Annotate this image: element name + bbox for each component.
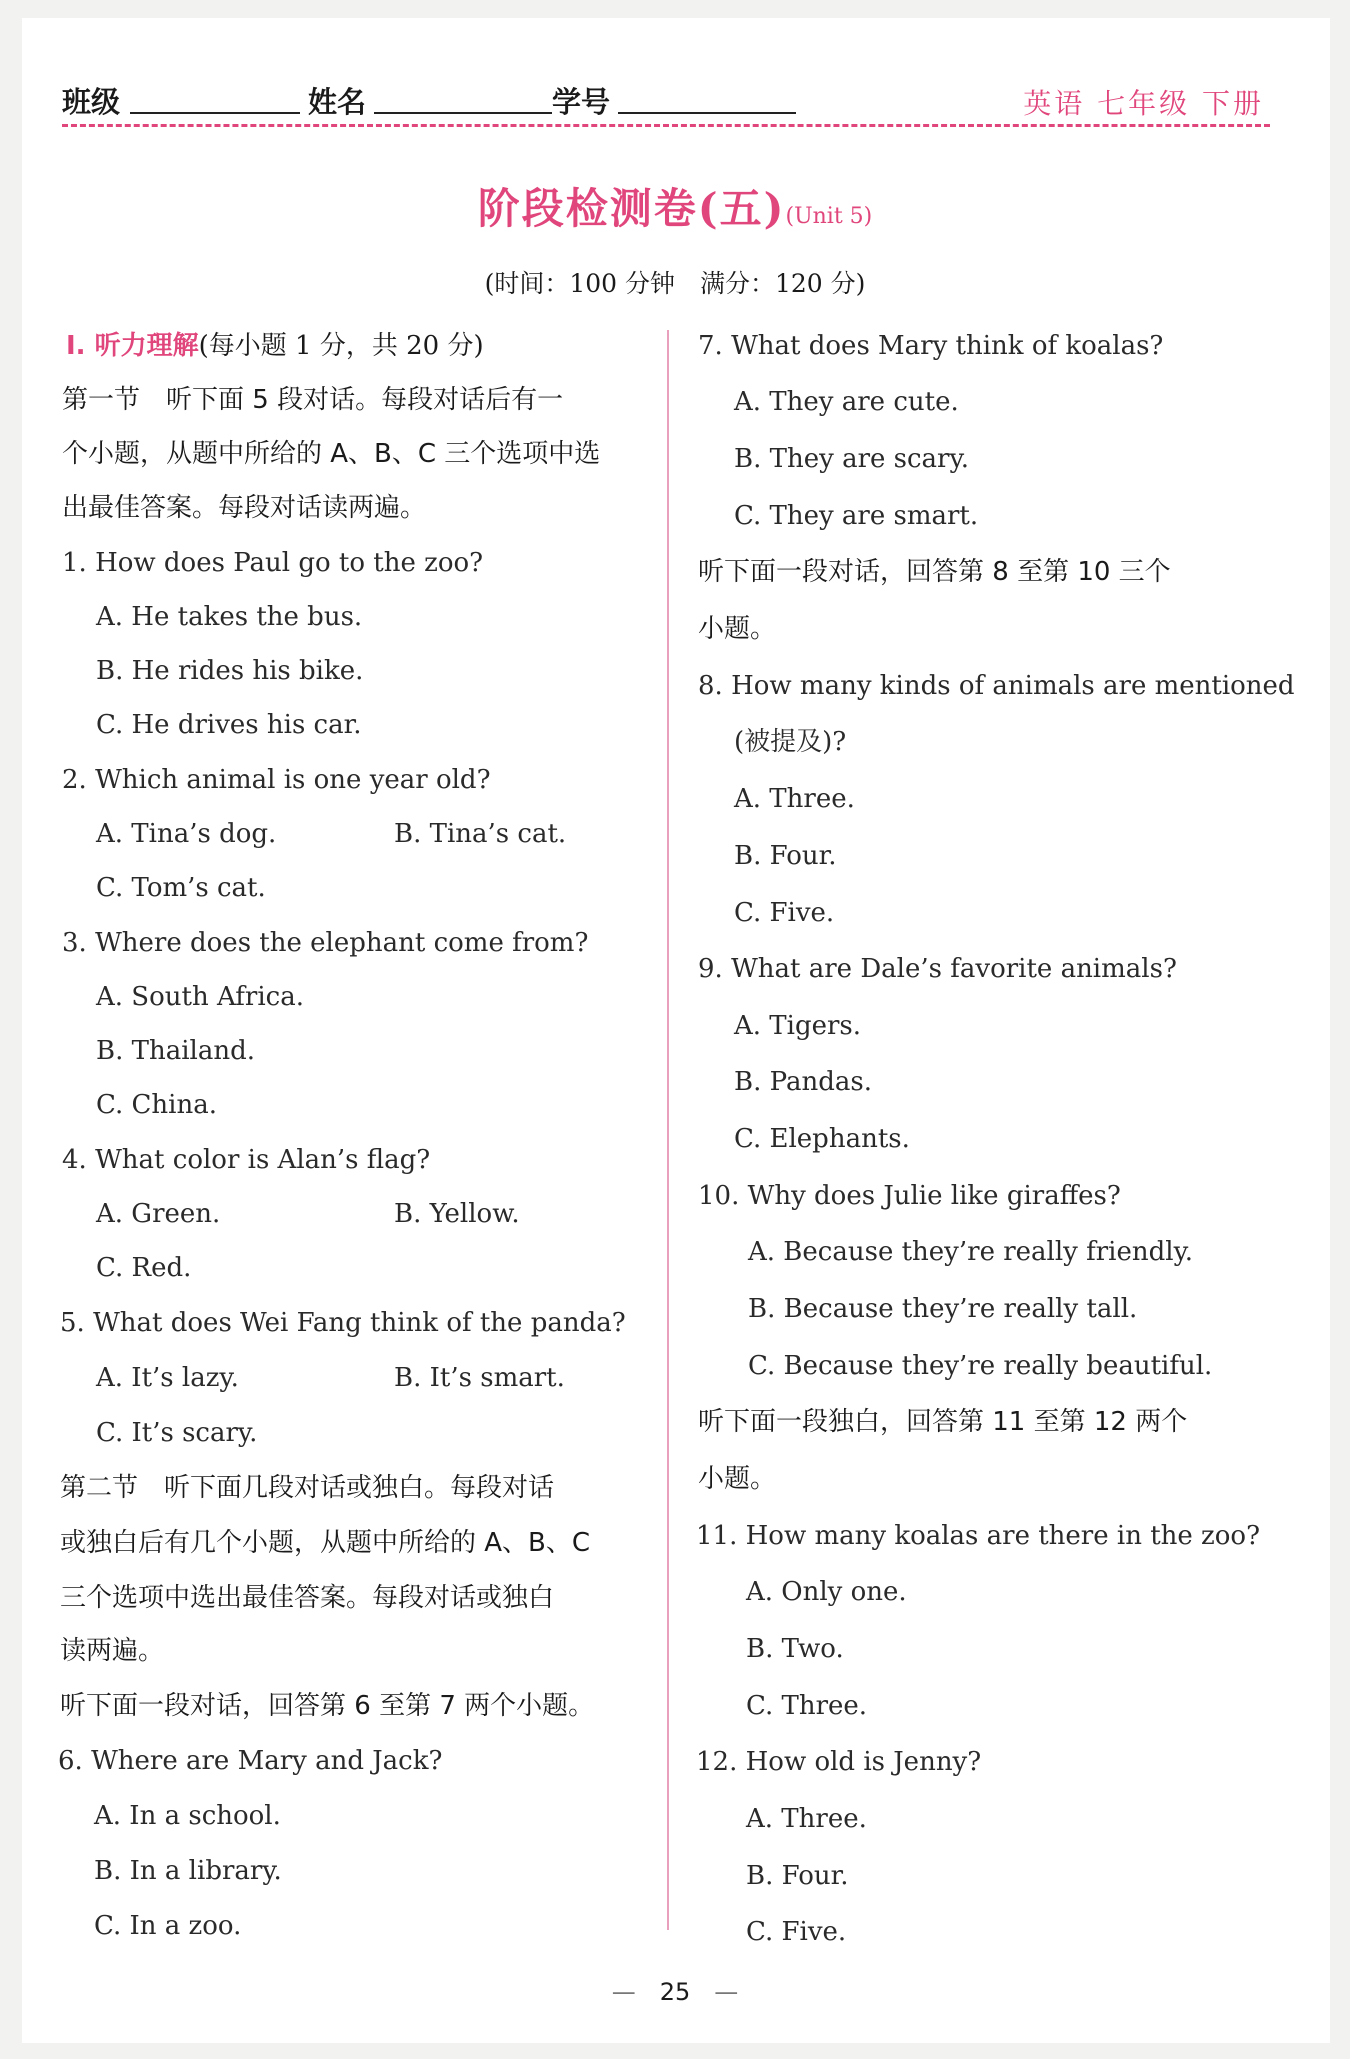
option-8b[interactable]: B. Four. bbox=[734, 841, 837, 871]
question-6: 6. Where are Mary and Jack? bbox=[58, 1746, 443, 1776]
option-3c[interactable]: C. China. bbox=[96, 1090, 217, 1120]
part2-instruction: 第二节 听下面几段对话或独白。每段对话 bbox=[60, 1473, 555, 1503]
page-footer: — 25 — bbox=[611, 1978, 739, 2006]
part2-instruction: 读两遍。 bbox=[60, 1636, 165, 1666]
option-4b[interactable]: B. Yellow. bbox=[394, 1199, 520, 1229]
section-heading bbox=[66, 333, 484, 359]
option-10c[interactable]: C. Because they’re really beautiful. bbox=[748, 1351, 1213, 1381]
option-9a[interactable]: A. Tigers. bbox=[734, 1011, 862, 1041]
option-6a[interactable]: A. In a school. bbox=[94, 1801, 281, 1831]
option-10a[interactable]: A. Because they’re really friendly. bbox=[748, 1237, 1194, 1267]
question-1: 1. How does Paul go to the zoo? bbox=[62, 548, 484, 578]
part2-instruction: 或独白后有几个小题，从题中所给的 A、B、C bbox=[60, 1528, 591, 1558]
option-2b[interactable]: B. Tina’s cat. bbox=[394, 819, 567, 849]
question-8: 8. How many kinds of animals are mentioned bbox=[698, 671, 1295, 701]
question-8-gloss: (被提及)? bbox=[734, 727, 847, 757]
option-6b[interactable]: B. In a library. bbox=[94, 1856, 282, 1886]
page-sheet bbox=[22, 18, 1330, 2043]
option-1b[interactable]: B. He rides his bike. bbox=[96, 656, 364, 686]
exam-time-score: (时间：100 分钟 满分：120 分) bbox=[484, 269, 866, 298]
option-12a[interactable]: A. Three. bbox=[746, 1804, 867, 1834]
option-2a[interactable]: A. Tina’s dog. bbox=[96, 819, 277, 849]
listening-intro-8-10: 听下面一段对话，回答第 8 至第 10 三个 bbox=[698, 557, 1171, 587]
option-11b[interactable]: B. Two. bbox=[746, 1634, 844, 1664]
listening-intro-11-12: 小题。 bbox=[698, 1464, 777, 1494]
option-4a[interactable]: A. Green. bbox=[96, 1199, 221, 1229]
option-9c[interactable]: C. Elephants. bbox=[734, 1124, 910, 1154]
option-11c[interactable]: C. Three. bbox=[746, 1691, 868, 1721]
column-divider bbox=[667, 330, 669, 1930]
option-12b[interactable]: B. Four. bbox=[746, 1861, 849, 1891]
option-3b[interactable]: B. Thailand. bbox=[96, 1036, 256, 1066]
option-3a[interactable]: A. South Africa. bbox=[96, 982, 304, 1012]
section-title: Ⅰ. 听力理解 bbox=[66, 331, 199, 361]
option-7c[interactable]: C. They are smart. bbox=[734, 501, 979, 531]
option-9b[interactable]: B. Pandas. bbox=[734, 1067, 872, 1097]
section-note: (每小题 1 分，共 20 分) bbox=[198, 331, 484, 361]
title-unit: (Unit 5) bbox=[785, 204, 873, 229]
option-5c[interactable]: C. It’s scary. bbox=[96, 1418, 258, 1448]
listening-intro-8-10: 小题。 bbox=[698, 614, 777, 644]
question-12: 12. How old is Jenny? bbox=[696, 1747, 982, 1777]
student-number-label: 学号 bbox=[552, 85, 611, 119]
listening-intro-6-7: 听下面一段对话，回答第 6 至第 7 两个小题。 bbox=[60, 1691, 595, 1721]
option-10b[interactable]: B. Because they’re really tall. bbox=[748, 1294, 1138, 1324]
part2-instruction: 三个选项中选出最佳答案。每段对话或独白 bbox=[60, 1583, 555, 1613]
question-10: 10. Why does Julie like giraffes? bbox=[698, 1181, 1121, 1211]
option-8c[interactable]: C. Five. bbox=[734, 898, 835, 928]
option-7b[interactable]: B. They are scary. bbox=[734, 444, 969, 474]
option-5b[interactable]: B. It’s smart. bbox=[394, 1363, 565, 1393]
question-2: 2. Which animal is one year old? bbox=[62, 765, 491, 795]
class-label: 班级 bbox=[62, 85, 121, 119]
name-blank[interactable] bbox=[374, 112, 552, 114]
option-5a[interactable]: A. It’s lazy. bbox=[96, 1363, 239, 1393]
title-main: 阶段检测卷(五) bbox=[477, 184, 786, 233]
book-label: 英语 七年级 下册 bbox=[1023, 87, 1264, 120]
option-12c[interactable]: C. Five. bbox=[746, 1917, 847, 1947]
option-7a[interactable]: A. They are cute. bbox=[734, 387, 959, 417]
question-9: 9. What are Dale’s favorite animals? bbox=[698, 954, 1177, 984]
part1-instruction: 个小题，从题中所给的 A、B、C 三个选项中选 bbox=[62, 439, 601, 469]
question-7: 7. What does Mary think of koalas? bbox=[698, 331, 1164, 361]
option-1a[interactable]: A. He takes the bus. bbox=[96, 602, 363, 632]
option-11a[interactable]: A. Only one. bbox=[746, 1577, 907, 1607]
option-6c[interactable]: C. In a zoo. bbox=[94, 1911, 242, 1941]
class-blank[interactable] bbox=[130, 112, 300, 114]
name-label: 姓名 bbox=[308, 85, 367, 119]
student-number-blank[interactable] bbox=[618, 112, 796, 114]
part1-instruction: 第一节 听下面 5 段对话。每段对话后有一 bbox=[62, 385, 564, 415]
question-4: 4. What color is Alan’s flag? bbox=[62, 1145, 431, 1175]
question-5: 5. What does Wei Fang think of the panda? bbox=[60, 1308, 626, 1338]
page-number: 25 bbox=[659, 1978, 691, 2006]
student-info-header bbox=[62, 62, 1270, 127]
option-4c[interactable]: C. Red. bbox=[96, 1253, 192, 1283]
listening-intro-11-12: 听下面一段独白，回答第 11 至第 12 两个 bbox=[698, 1407, 1188, 1437]
option-1c[interactable]: C. He drives his car. bbox=[96, 710, 362, 740]
question-11: 11. How many koalas are there in the zoo? bbox=[696, 1521, 1261, 1551]
option-8a[interactable]: A. Three. bbox=[734, 784, 855, 814]
page-title bbox=[0, 176, 1350, 236]
question-3: 3. Where does the elephant come from? bbox=[62, 928, 589, 958]
part1-instruction: 出最佳答案。每段对话读两遍。 bbox=[62, 493, 427, 523]
option-2c[interactable]: C. Tom’s cat. bbox=[96, 873, 266, 903]
